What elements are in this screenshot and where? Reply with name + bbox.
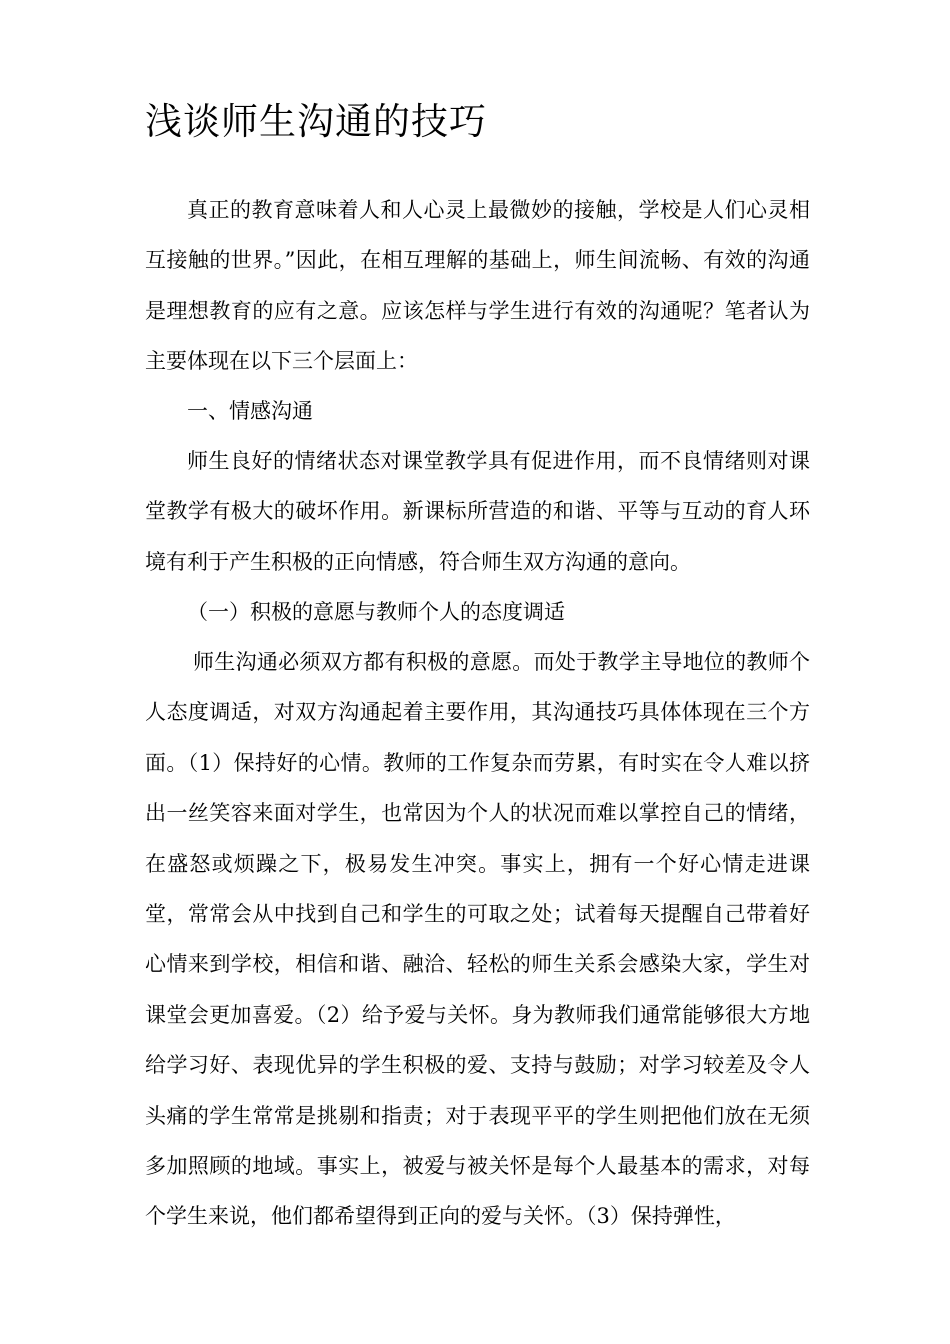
subsection-heading-attitude-adjustment: （一）积极的意愿与教师个人的态度调适 [187, 600, 565, 624]
document-title: 浅谈师生沟通的技巧 [145, 100, 487, 143]
section-paragraph-emotional-communication: 师生良好的情绪状态对课堂教学具有促进作用，而不良情绪则对课堂教学有极大的破坏作用。新课标所营造的和谐、平等与互动的育人环境有利于产生积极的正向情感，符合师生双方沟通的意向。 [145, 449, 810, 574]
section-heading-emotional-communication: 一、情感沟通 [187, 399, 313, 423]
subsection-paragraph-attitude-adjustment: 师生沟通必须双方都有积极的意愿。而处于教学主导地位的教师个人态度调适，对双方沟通起着主要作用，其沟通技巧具体体现在三个方面。（1）保持好的心情。教师的工作复杂而劳累，有时实在令人难以挤出一丝笑容来面对学生，也常因为个人的状况而难以掌控自己的情绪，在盛怒或烦躁之下，极易发生冲突。事实上，拥有一个好心情走进课堂，常常会从中找到自己和学生的可取之处；试着每天提醒自己带着好心情来到学校，相信和谐、融洽、轻松的师生关系会感染大家，学生对课堂会更加喜爱。（2）给予爱与关怀。身为教师我们通常能够很大方地给学习好、表现优异的学生积极的爱、支持与鼓励；对学习较差及令人头痛的学生常常是挑剔和指责；对于表现平平的学生则把他们放在无须多加照顾的地域。事实上，被爱与被关怀是每个人最基本的需求，对每个学生来说，他们都希望得到正向的爱与关怀。（3）保持弹性， [145, 650, 810, 1229]
intro-paragraph: 真正的教育意味着人和人心灵上最微妙的接触，学校是人们心灵相互接触的世界。”因此，在相互理解的基础上，师生间流畅、有效的沟通是理想教育的应有之意。应该怎样与学生进行有效的沟通呢？笔者认为主要体现在以下三个层面上： [145, 198, 810, 374]
